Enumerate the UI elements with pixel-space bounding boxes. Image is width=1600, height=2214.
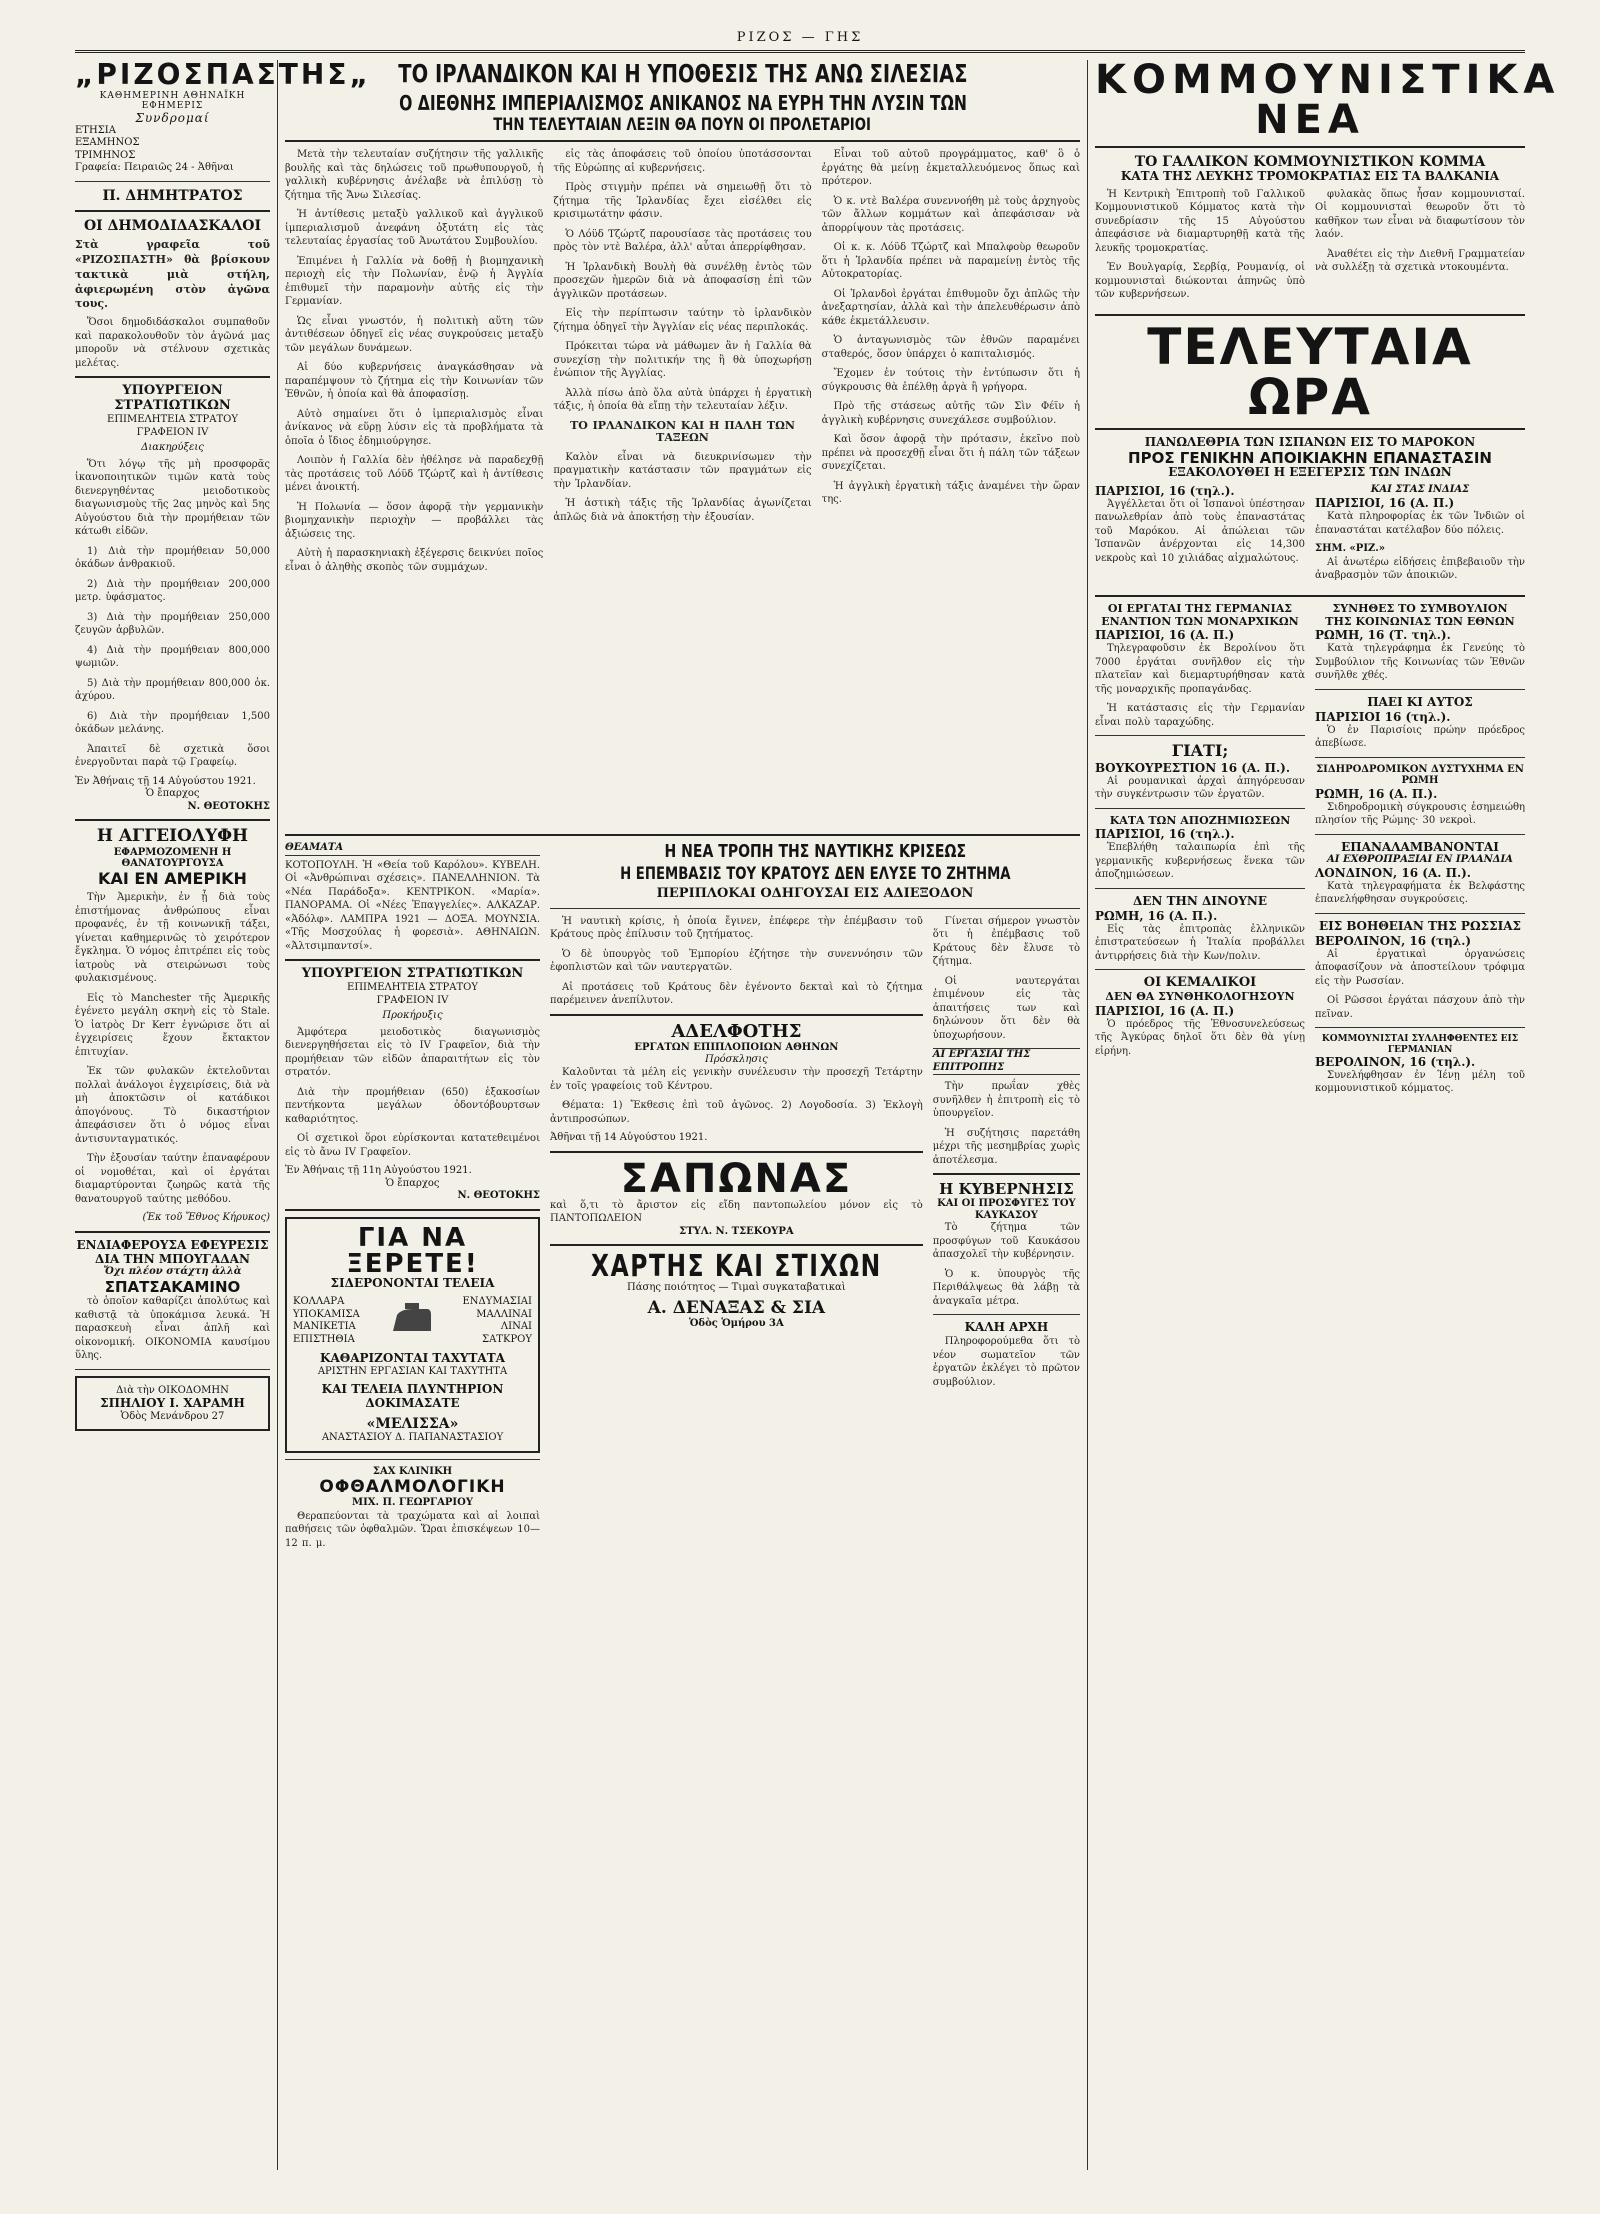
soap-title: ΣΑΠΩΝΑΣ <box>620 1155 853 1202</box>
army1-item: 1) Διὰ τὴν προμήθειαν 50,000 ὀκάδων ἀνθρακιοῦ. <box>75 545 270 571</box>
masthead-subtitle: ΚΑΘΗΜΕΡΙΝΗ ΑΘΗΝΑΪΚΗ ΕΦΗΜΕΡΙΣ <box>99 90 246 111</box>
last-hour-banner: ΤΕΛΕΥΤΑΙΑ ΩΡΑ <box>1147 317 1473 426</box>
ad-know-line3: ΔΟΚΙΜΑΣΑΤΕ <box>365 1395 460 1410</box>
masthead-title: „ΡΙΖΟΣΠΑΣΤΗΣ„ <box>75 58 371 91</box>
army1-sign-role: Ὁ ἔπαρχος <box>145 788 200 800</box>
subs-item: ΕΤΗΣΙΑ <box>75 124 116 136</box>
ad-know-left: ΕΠΙΣΤΗΘΙΑ <box>293 1333 355 1345</box>
ad1-sub: Ὄχι πλέον στάχτη ἀλλὰ <box>103 1266 242 1278</box>
theatre-text: ΚΟΤΟΠΟΥΛΗ. Ἡ «Θεία τοῦ Καρόλου». ΚΥΒΕΛΗ. Οἱ «Ἀνθρώπιναι σχέσεις». ΠΑΝΕΛΛΗΝΙΟΝ. Τὰ «Νέα Παράδοξα». ΚΕΝΤΡΙΚΟΝ. «Μαρία». ΠΑΝΟΡΑΜΑ. Οἱ «Νέες Ἐπαγγελίες». ΑΛΚΑΖΑΡ. «Ἀδόλφ». ΛΑΜΠΡΑ 1921 — ΔΟΞΑ. ΜΟΥΝΣΙΑ. «Τῆς Μοσχούλας ἡ φορεσιὰ». ΑΘΗΝΑΙΩΝ. «Ἀλτσιμπαντσί». <box>285 859 540 952</box>
soap-owner: ΣΤΥΛ. Ν. ΤΣΕΚΟΥΡΑ <box>679 1225 794 1237</box>
paper-title: ΧΑΡΤΗΣ ΚΑΙ ΣΤΙΧΩΝ <box>591 1249 882 1285</box>
army1-item: 5) Διὰ τὴν προμήθειαν 800,000 ὀκ. ἀχύρου. <box>75 677 270 703</box>
ad-know-line2: ΚΑΙ ΤΕΛΕΙΑ ΠΛΥΝΤΗΡΙΟΝ <box>321 1381 504 1396</box>
clinic-head: ΣΑΧ ΚΛΙΝΙΚΗ <box>372 1465 453 1477</box>
why-head: ΓΙΑΤΙ; <box>1171 741 1229 761</box>
dontunite-head: ΔΕΝ ΤΗΝ ΔΙΝΟΥΝΕ <box>1132 893 1268 908</box>
morocco-sub2: ΕΞΑΚΟΛΟΥΘΕΙ Η ΕΞΕΓΕΡΣΙΣ ΤΩΝ ΙΝΔΩΝ <box>1168 465 1452 480</box>
running-header <box>75 30 1525 53</box>
dateline: ΠΑΡΙΣΙΟΙ, 16 (Α. Π.) <box>1095 628 1235 643</box>
usa-title: Η ΑΓΓΕΙΟΛΥΦΗ <box>96 826 249 847</box>
clinic-doctor: ΜΙΧ. Π. ΓΕΩΡΓΑΡΙΟΥ <box>352 1497 473 1509</box>
masthead-secretary: Π. ΔΗΜΗΤΡΑΤΟΣ <box>102 187 243 204</box>
running-title: ΡΙΖΟΣ — ΓΗΣ <box>736 30 864 45</box>
teachers-title: ΟΙ ΔΗΜΟΔΙΔΑΣΚΑΛΟΙ <box>83 217 262 234</box>
kemal-sub: ΔΕΝ ΘΑ ΣΥΝΘΗΚΟΛΟΓΗΣΟΥΝ <box>1105 990 1295 1004</box>
ex-head: ΠΑΕΙ ΚΙ ΑΥΤΟΣ <box>1367 694 1473 709</box>
main-sub2: ΤΗΝ ΤΕΛΕΥΤΑΙΑΝ ΛΕΞΙΝ ΘΑ ΠΟΥΝ ΟΙ ΠΡΟΛΕΤΑΡΙΟΙ <box>493 114 872 135</box>
naval-sub: Η ΕΠΕΜΒΑΣΙΣ ΤΟΥ ΚΡΑΤΟΥΣ ΔΕΝ ΕΛΥΣΕ ΤΟ ΖΗΤΗΜΑ <box>619 863 1011 884</box>
column-rule <box>1087 60 1088 2170</box>
famine-head: ΚΟΜΜΟΥΝΙΣΤΑΙ ΣΥΛΛΗΦΘΕΝΤΕΣ ΕΙΣ ΓΕΡΜΑΝΙΑΝ <box>1321 1034 1519 1055</box>
army2-sub: ΕΠΙΜΕΛΗΤΕΙΑ ΣΤΡΑΤΟΥ <box>347 982 478 994</box>
ad-know-box: ΓΙΑ ΝΑ ΞΕΡΕΤΕ! ΣΙΔΕΡΟΝΟΝΤΑΙ ΤΕΛΕΙΑ ΚΟΛΛΑΡΑ ΥΠΟΚΑΜΙΣΑ ΜΑΝΙΚΕΤΙΑ ΕΠΙΣΤΗΘΙΑ ΕΝΔΥΜΑΣΙΑΙ ΜΑΛΛΙΝΑΙ ΛΙΝΑΙ ΣΑΤΚΡΟΥ ΚΑΘΑΡΙΖΟΝΤΑΙ ΤΑΧΥΤΑΤΑ ΑΡΙΣΤΗΝ ΕΡΓΑΣΙΑΝ ΚΑΙ ΤΑΧΥΤΗΤΑ ΚΑΙ ΤΕΛΕΙΑ ΠΛΥΝΤΗΡΙΟΝ ΔΟΚΙΜΑΣΑΤΕ «ΜΕΛΙΣΣΑ» ΑΝΑΣΤΑΣΙΟΥ Δ. ΠΑΠΑΝΑΣΤΑΣΙΟΥ <box>285 1217 540 1453</box>
army1-office: ΓΡΑΦΕΙΟΝ IV <box>136 426 209 438</box>
army2-sign: Ν. ΘΕΟΤΟΚΗΣ <box>457 1190 540 1202</box>
morocco-head: ΠΑΝΩΛΕΘΡΙΑ ΤΩΝ ΙΣΠΑΝΩΝ ΕΙΣ ΤΟ ΜΑΡΟΚΟΝ <box>1144 434 1476 449</box>
ad-know-right: ΜΑΛΛΙΝΑΙ <box>476 1308 532 1320</box>
dateline: ΡΩΜΗ, 16 (Τ. τηλ.). <box>1315 628 1451 643</box>
army2-sign-role: Ὁ ἔπαρχος <box>385 1177 440 1189</box>
clinic-title: ΟΦΘΑΛΜΟΛΟΓΙΚΗ <box>319 1477 506 1498</box>
naval-title: Η ΝΕΑ ΤΡΟΠΗ ΤΗΣ ΝΑΥΤΙΚΗΣ ΚΡΙΣΕΩΣ <box>664 841 966 863</box>
ad-know-right: ΛΙΝΑΙ <box>500 1321 532 1333</box>
main-sub1: Ο ΔΙΕΘΝΗΣ ΙΜΠΕΡΙΑΛΙΣΜΟΣ ΑΝΙΚΑΝΟΣ ΝΑ ΕΥΡΗ ΤΗΝ ΛΥΣΙΝ ΤΩΝ <box>398 90 967 115</box>
strikes-head: ΚΑΤΑ ΤΩΝ ΑΠΟΖΗΜΙΩΣΕΩΝ <box>1109 813 1291 827</box>
morocco-sub: ΠΡΟΣ ΓΕΝΙΚΗΝ ΑΠΟΙΚΙΑΚΗΝ ΕΠΑΝΑΣΤΑΣΙΝ <box>1128 448 1492 467</box>
subs-item: ΤΡΙΜΗΝΟΣ <box>75 149 136 161</box>
army1-item: 2) Διὰ τὴν προμήθειαν 200,000 μετρ. ὑφάσματος. <box>75 578 270 604</box>
army2-date: Ἐν Ἀθήναις τῇ 11η Αὐγούστου 1921. <box>285 1165 472 1177</box>
dateline: ΒΕΡΟΛΙΝΟΝ, 16 (τηλ.). <box>1315 1054 1476 1069</box>
army1-title: ΥΠΟΥΡΓΕΙΟΝ ΣΤΡΑΤΙΩΤΙΚΩΝ <box>114 383 231 414</box>
ad-know-left: ΥΠΟΚΑΜΙΣΑ <box>293 1308 360 1320</box>
renew-head: ΕΠΑΝΑΛΑΜΒΑΝΟΝΤΑΙ <box>1341 839 1499 854</box>
column-rule <box>277 60 278 2170</box>
naval-sub2: ΠΕΡΙΠΛΟΚΑΙ ΟΔΗΓΟΥΣΑΙ ΕΙΣ ΑΔΙΕΞΟΔΟΝ <box>656 885 974 901</box>
dateline: ΠΑΡΙΣΙΟΙ, 16 (τηλ.). <box>1095 827 1235 842</box>
dateline: ΠΑΡΙΣΙΟΙ, 16 (τηλ.). <box>1095 483 1235 498</box>
note: ΣΗΜ. «ΡΙΖ.» <box>1315 543 1386 555</box>
kemal-head: ΟΙ ΚΕΜΑΛΙΚΟΙ <box>1143 975 1257 991</box>
ad-know-left: ΜΑΝΙΚΕΤΙΑ <box>293 1321 356 1333</box>
ad1-product: ΣΠΑΤΣΑΚΑΜΙΝΟ <box>104 1277 241 1296</box>
ad-know-line1: ΚΑΘΑΡΙΖΟΝΤΑΙ ΤΑΧΥΤΑΤΑ <box>320 1351 505 1366</box>
party-head: ΤΟ ΓΑΛΛΙΚΟΝ ΚΟΜΜΟΥΝΙΣΤΙΚΟΝ ΚΟΜΜΑ <box>1134 154 1486 170</box>
dateline: ΒΟΥΚΟΥΡΕΣΤΙΟΝ 16 (Α. Π.). <box>1095 760 1290 775</box>
paper-firm: Α. ΔΕΝΑΞΑΣ & ΣΙΑ <box>647 1297 826 1318</box>
ad-know-right: ΕΝΔΥΜΑΣΙΑΙ <box>462 1296 532 1308</box>
dateline: ΡΩΜΗ, 16 (Α. Π.). <box>1315 786 1438 801</box>
soap-text: καὶ ὅ,τι τὸ ἄριστον εἰς εἴδη παντοπωλείου μόνον εἰς τὸ ΠΑΝΤΟΠΩΛΕΙΟΝ <box>550 1199 923 1225</box>
brother-title: ΑΔΕΛΦΟΤΗΣ <box>671 1020 802 1042</box>
dateline: ΠΑΡΙΣΙΟΙ, 16 (Α. Π.) <box>1095 1003 1235 1018</box>
army1-item: 3) Διὰ τὴν προμήθειαν 250,000 ζευγῶν ἀρβυλῶν. <box>75 611 270 637</box>
army2-office: ΓΡΑΦΕΙΟΝ IV <box>376 994 449 1006</box>
army1-item: 4) Διὰ τὴν προμήθειαν 800,000 ψωμιῶν. <box>75 644 270 670</box>
ad-know-owner: ΑΝΑΣΤΑΣΙΟΥ Δ. ΠΑΠΑΝΑΣΤΑΣΙΟΥ <box>321 1432 504 1444</box>
teachers-text: Στὰ γραφεῖα τοῦ «ΡΙΖΟΣΠΑΣΤΗ» θὰ βρίσκουν τακτικὰ μιὰ στήλη, ἀφιερωμένη στὸν ἀγῶνα τους. <box>75 237 270 311</box>
ad-know-title: ΓΙΑ ΝΑ ΞΕΡΕΤΕ! <box>346 1222 479 1279</box>
dateline: ΠΑΡΙΣΙΟΙ, 16 (Α. Π.) <box>1315 496 1455 511</box>
paper-addr: Ὁδὸς Ὁμήρου 3Α <box>689 1318 784 1330</box>
ad-know-left: ΚΟΛΛΑΡΑ <box>293 1296 345 1308</box>
renew-sub: ΑΙ ΕΧΘΡΟΠΡΑΞΙΑΙ ΕΝ ΙΡΛΑΝΔΙΑ <box>1327 854 1513 866</box>
league-head: ΣΥΝΗΘΕΣ ΤΟ ΣΥΜΒΟΥΛΙΟΝ <box>1332 601 1508 615</box>
theatre-head: ΘΕΑΜΑΤΑ <box>285 842 540 856</box>
army1-item: 6) Διὰ τὴν προμήθειαν 1,500 ὀκάδων μελάνης. <box>75 710 270 736</box>
ad2-name: ΣΠΗΛΙΟΥ Ι. ΧΑΡΑΜΗ <box>100 1395 245 1410</box>
league-sub: ΤΗΣ ΚΟΙΝΩΝΙΑΣ ΤΩΝ ΕΘΝΩΝ <box>1325 614 1515 628</box>
workers-head: ΟΙ ΕΡΓΑΤΑΙ ΤΗΣ ΓΕΡΜΑΝΙΑΣ ΕΝΑΝΤΙΟΝ ΤΩΝ ΜΟΝΑΡΧΙΚΩΝ <box>1101 601 1299 628</box>
usa-sub2: ΚΑΙ ΕΝ ΑΜΕΡΙΚΗ <box>98 868 247 888</box>
army1-body: Ὅτι λόγῳ τῆς μὴ προσφορᾶς ἱκανοποιητικῶν τιμῶν κατὰ τοὺς διενεργηθέντας μειοδοτικοὺς διαγωνισμοὺς τῆς 2ας μηνὸς καὶ 5ης Αὐγούστου διὰ τὴν προμήθειαν τῶν κάτωθι εἰδῶν. 1) Διὰ τὴν προμήθειαν 50,000 ὀκάδων ἀνθρακιοῦ. 2) Διὰ τὴν προμήθειαν 200,000 μετρ. ὑφάσματος. 3) Διὰ τὴν προμήθειαν 250,000 ζευγῶν ἀρβυλῶν. 4) Διὰ τὴν προμήθειαν 800,000 ψωμιῶν. 5) Διὰ τὴν προμήθειαν 800,000 ὀκ. ἀχύρου. 6) Διὰ τὴν προμήθειαν 1,500 ὀκάδων μελάνης. Ἀπαιτεῖ δὲ σχετικὰ ὅσοι ἐνεργοῦνται παρὰ τῷ Γραφείῳ. <box>75 458 270 769</box>
dateline: ΛΟΝΔΙΝΟΝ, 16 (Α. Π.). <box>1315 865 1471 880</box>
ad-know-right: ΣΑΤΚΡΟΥ <box>482 1333 532 1345</box>
masthead-address: Γραφεία: Πειραιῶς 24 - Ἀθῆναι <box>75 162 234 174</box>
ad-know-sub: ΣΙΔΕΡΟΝΟΝΤΑΙ ΤΕΛΕΙΑ <box>330 1275 495 1290</box>
iron-icon <box>387 1297 435 1345</box>
main-title: ΤΟ ΙΡΛΑΝΔΙΚΟΝ ΚΑΙ Η ΥΠΟΘΕΣΙΣ ΤΗΣ ΑΝΩ ΣΙΛΕΣΙΑΣ <box>397 59 968 88</box>
rome-strike-head: ΣΙΔΗΡΟΔΡΟΜΙΚΟΝ ΔΥΣΤΥΧΗΜΑ ΕΝ ΡΩΜΗ <box>1316 763 1524 787</box>
dateline: ΠΑΡΙΣΙΟΙ 16 (τηλ.). <box>1315 709 1451 724</box>
dateline: ΒΕΡΟΛΙΝΟΝ, 16 (τηλ.) <box>1315 933 1472 948</box>
india-head: ΚΑΙ ΣΤΑΣ ΙΝΔΙΑΣ <box>1370 483 1470 495</box>
army1-sign: Ν. ΘΕΟΤΟΚΗΣ <box>187 800 270 812</box>
right-column: ΚΟΜΜΟΥΝΙΣΤΙΚΑ ΝΕΑ ΤΟ ΓΑΛΛΙΚΟΝ ΚΟΜΜΟΥΝΙΣΤΙΚΟΝ ΚΟΜΜΑ ΚΑΤΑ ΤΗΣ ΛΕΥΚΗΣ ΤΡΟΜΟΚΡΑΤΙΑΣ ΕΙΣ ΤΑ ΒΑΛΚΑΝΙΑ Ἡ Κεντρικὴ Ἐπιτροπὴ τοῦ Γαλλικοῦ Κομμουνιστικοῦ Κόμματος κατὰ τὴν συνεδρίασιν τῆς 15 Αὐγούστου ἀπεφάσισε νὰ διαμαρτυρηθῇ κατὰ τῆς λευκῆς τρομοκρατίας. Ἐν Βουλγαρίᾳ, Σερβίᾳ, Ρουμανίᾳ, οἱ κομμουνισταὶ διώκονται ἀπηνῶς ὑπὸ τῶν κυβερνήσεων. φυλακὰς ὅπως ἦσαν κομμουνισταί. Οἱ κομμουνισταὶ θεωροῦν ὅτι τὸ καθῆκον των εἶναι νὰ διαφωτίσουν τὸν λαόν. Ἀναθέτει εἰς τὴν Διεθνῆ Γραμματείαν νὰ συλλέξῃ τὰ σχετικὰ ντοκουμέντα. ΤΕΛΕΥΤΑΙΑ ΩΡΑ ΠΑΝΩΛΕΘΡΙΑ ΤΩΝ ΙΣΠΑΝΩΝ ΕΙΣ ΤΟ ΜΑΡΟΚΟΝ ΠΡΟΣ ΓΕΝΙΚΗΝ ΑΠΟΙΚΙΑΚΗΝ ΕΠΑΝΑΣΤΑΣΙΝ ΕΞΑΚΟΛΟΥΘΕΙ Η ΕΞΕΓΕΡΣΙΣ ΤΩΝ ΙΝΔΩΝ ΠΑΡΙΣΙΟΙ, 16 (τηλ.). Ἀγγέλλεται ὅτι οἱ Ἰσπανοὶ ὑπέστησαν πανωλεθρίαν ἀπὸ τοὺς ἐπαναστάτας τοῦ Μαρόκου. Αἱ ἀπώλειαι τῶν Ἰσπανῶν ἀνέρχονται εἰς 14,300 νεκροὺς καὶ 10 χιλιάδας αἰχμαλώτους. ΚΑΙ ΣΤΑΣ ΙΝΔΙΑΣ ΠΑΡΙΣΙΟΙ, 16 (Α. Π.) Κατὰ πληροφορίας ἐκ τῶν Ἰνδιῶν οἱ ἐπαναστάται κατέλαβον δύο πόλεις. ΣΗΜ. «ΡΙΖ.» Αἱ ἀνωτέρω εἰδήσεις ἐπιβεβαιοῦν τὴν ἀναβρασμὸν τῶν ἀποικιῶν. ΟΙ ΕΡΓΑΤΑΙ ΤΗΣ ΓΕΡΜΑΝΙΑΣ ΕΝΑΝΤΙΟΝ ΤΩΝ ΜΟΝΑΡΧΙΚΩΝ ΠΑΡΙΣΙΟΙ, 16 (Α. Π.) Τηλεγραφοῦσιν ἐκ Βερολίνου ὅτι 7000 ἐργάται συνῆλθον εἰς τὴν πλατεῖαν καὶ διεμαρτυρήθησαν κατὰ τῆς μοναρχικῆς προπαγάνδας. Ἡ κατάστασις εἰς τὴν Γερμανίαν εἶναι πολὺ ταραχώδης. ΓΙΑΤΙ; ΒΟΥΚΟΥΡΕΣΤΙΟΝ 16 (Α. Π.). Αἱ ρουμανικαὶ ἀρχαὶ ἀπηγόρευσαν τὴν συγκέντρωσιν τῶν ἐργατῶν. ΚΑΤΑ ΤΩΝ ΑΠΟΖΗΜΙΩΣΕΩΝ ΠΑΡΙΣΙΟΙ, 16 (τηλ.). Ἐπεβλήθη ταλαιπωρία ἐπὶ τῆς γερμανικῆς κυβερνήσεως ἕνεκα τῶν ἀποζημιώσεων. ΔΕΝ ΤΗΝ ΔΙΝΟΥΝΕ ΡΩΜΗ, 16 (Α. Π.). Εἰς τὰς ἐπιτροπὰς ἑλληνικῶν ἐπιστρατεύσεων ἡ Ἰταλία προβάλλει ἀντιρρήσεις διὰ τὴν Κων/πολιν. ΟΙ ΚΕΜΑΛΙΚΟΙ ΔΕΝ ΘΑ ΣΥΝΘΗΚΟΛΟΓΗΣΟΥΝ ΠΑΡΙΣΙΟΙ, 16 (Α. Π.) Ὁ πρόεδρος τῆς Ἐθνοσυνελεύσεως τῆς Ἀγκύρας δηλοῖ ὅτι δὲν θὰ γίνῃ εἰρήνη. ΣΥΝΗΘΕΣ ΤΟ ΣΥΜΒΟΥΛΙΟΝ ΤΗΣ ΚΟΙΝΩΝΙΑΣ ΤΩΝ ΕΘΝΩΝ ΡΩΜΗ, 16 (Τ. τηλ.). Κατὰ τηλεγράφημα ἐκ Γενεύης τὸ Συμβούλιον τῆς Κοινωνίας τῶν Ἐθνῶν συνῆλθε χθές. ΠΑΕΙ ΚΙ ΑΥΤΟΣ ΠΑΡΙΣΙΟΙ 16 (τηλ.). Ὁ ἐν Παρισίοις πρώην πρόεδρος ἀπεβίωσε. ΣΙΔΗΡΟΔΡΟΜΙΚΟΝ ΔΥΣΤΥΧΗΜΑ ΕΝ ΡΩΜΗ ΡΩΜΗ, 16 (Α. Π.). Σιδηροδρομικὴ σύγκρουσις ἐσημειώθη πλησίον τῆς Ρώμης· 30 νεκροὶ. ΕΠΑΝΑΛΑΜΒΑΝΟΝΤΑΙ ΑΙ ΕΧΘΡΟΠΡΑΞΙΑΙ ΕΝ ΙΡΛΑΝΔΙΑ ΛΟΝΔΙΝΟΝ, 16 (Α. Π.). Κατὰ τηλεγραφήματα ἐκ Βελφάστης ἐπανελήφθησαν συγκρούσεις. ΕΙΣ ΒΟΗΘΕΙΑΝ ΤΗΣ ΡΩΣΣΙΑΣ ΒΕΡΟΛΙΝΟΝ, 16 (τηλ.) Αἱ ἐργατικαὶ ὀργανώσεις ἀποφασίζουν νὰ ἀποστείλουν τρόφιμα εἰς τὴν Ρωσσίαν. Οἱ Ρῶσσοι ἐργάται πάσχουν ἀπὸ τὴν πεῖναν. ΚΟΜΜΟΥΝΙΣΤΑΙ ΣΥΛΛΗΦΘΕΝΤΕΣ ΕΙΣ ΓΕΡΜΑΝΙΑΝ ΒΕΡΟΛΙΝΟΝ, 16 (τηλ.). Συνελήφθησαν ἐν Ἱένῃ μέλη τοῦ κομμουνιστικοῦ κόμματος. <box>1095 57 1561 1095</box>
brother-date: Ἀθῆναι τῇ 14 Αὐγούστου 1921. <box>550 1132 708 1144</box>
subs-head: Συνδρομαί <box>135 110 210 125</box>
communist-news-title: ΚΟΜΜΟΥΝΙΣΤΙΚΑ ΝΕΑ <box>1095 57 1561 143</box>
committee-head: ΑΙ ΕΡΓΑΣΙΑΙ ΤΗΣ ΕΠΙΤΡΟΠΗΣ <box>933 1048 1080 1075</box>
army1-kind: Διακηρύξεις <box>141 442 204 454</box>
brother-sub: ΕΡΓΑΤΩΝ ΕΠΙΠΛΟΠΟΙΩΝ ΑΘΗΝΩΝ <box>634 1042 839 1054</box>
subs-list <box>75 125 270 163</box>
left-column: „ΡΙΖΟΣΠΑΣΤΗΣ„ ΚΑΘΗΜΕΡΙΝΗ ΑΘΗΝΑΪΚΗ ΕΦΗΜΕΡΙΣ Συνδρομαί ΕΤΗΣΙΑ ΕΞΑΜΗΝΟΣ ΤΡΙΜΗΝΟΣ Γραφεία: Πειραιῶς 24 - Ἀθῆναι Π. ΔΗΜΗΤΡΑΤΟΣ ΟΙ ΔΗΜΟΔΙΔΑΣΚΑΛΟΙ Στὰ γραφεῖα τοῦ «ΡΙΖΟΣΠΑΣΤΗ» θὰ βρίσκουν τακτικὰ μιὰ στήλη, ἀφιερωμένη στὸν ἀγῶνα τους. Ὅσοι δημοδιδάσκαλοι συμπαθοῦν καὶ παρακολουθοῦν τὸν ἀγῶνά μας μποροῦν νὰ στέλνουν σχετικὰς μελέτας. ΥΠΟΥΡΓΕΙΟΝ ΣΤΡΑΤΙΩΤΙΚΩΝ ΕΠΙΜΕΛΗΤΕΙΑ ΣΤΡΑΤΟΥ ΓΡΑΦΕΙΟΝ IV Διακηρύξεις Ὅτι λόγῳ τῆς μὴ προσφορᾶς ἱκανοποιητικῶν τιμῶν κατὰ τοὺς διενεργηθέντας μειοδοτικοὺς διαγωνισμοὺς τῆς 2ας μηνὸς καὶ 5ης Αὐγούστου διὰ τὴν προμήθειαν τῶν κάτωθι εἰδῶν. 1) Διὰ τὴν προμήθειαν 50,000 ὀκάδων ἀνθρακιοῦ. 2) Διὰ τὴν προμήθειαν 200,000 μετρ. ὑφάσματος. 3) Διὰ τὴν προμήθειαν 250,000 ζευγῶν ἀρβυλῶν. 4) Διὰ τὴν προμήθειαν 800,000 ψωμιῶν. 5) Διὰ τὴν προμήθειαν 800,000 ὀκ. ἀχύρου. 6) Διὰ τὴν προμήθειαν 1,500 ὀκάδων μελάνης. Ἀπαιτεῖ δὲ σχετικὰ ὅσοι ἐνεργοῦνται παρὰ τῷ Γραφείῳ. Ἐν Ἀθήναις τῇ 14 Αὐγούστου 1921. Ὁ ἔπαρχος Ν. ΘΕΟΤΟΚΗΣ Η ΑΓΓΕΙΟΛΥΦΗ ΕΦΑΡΜΟΖΟΜΕΝΗ Η ΘΑΝΑΤΟΥΡΓΟΥΣΑ ΚΑΙ ΕΝ ΑΜΕΡΙΚΗ Τὴν Ἀμερικὴν, ἐν ᾗ διὰ τοὺς ἐπιστήμονας ἀνθρώπους εἶναι προφανές, ἐν τῇ κοινωνικῇ τάξει, γίνεται καθημερινῶς τὸ χειρότερον ἔγκλημα. Ὁ νόμος ἐπιτρέπει εἰς τοὺς ἰατροὺς νὰ στειρώνωσι τοὺς φυλακισμένους. Εἰς τὸ Manchester τῆς Ἀμερικῆς ἐγένετο μεγάλη σκηνὴ εἰς τὸ Stale. Ὁ ἰατρὸς Dr Kerr ἐγνώρισε ὅτι αἱ ἐγχειρίσεις ἔχουν ἔκτακτον ἐπιτυχίαν. Ἐκ τῶν φυλακῶν ἐκτελοῦνται πολλαὶ ἀνάλογοι ἐγχειρίσεις, διὰ νὰ μὴ ἀποκτῶσιν οἱ κατάδικοι ἀπογόνους. Τὸ δικαστήριον ἀπεφάσισεν ὅτι ὁ νόμος εἶναι ἀντισυνταγματικός. Τὴν ἐξουσίαν ταύτην ἐπαναφέρουν οἱ νομοθέται, καὶ οἱ ἐργάται διαμαρτύρονται ζωηρῶς κατὰ τῆς θανατουργοῦ ταύτης μεθόδου. (Ἐκ τοῦ Ἔθνος Κήρυκος) ΕΝΔΙΑΦΕΡΟΥΣΑ ΕΦΕΥΡΕΣΙΣ ΔΙΑ ΤΗΝ ΜΠΟΥΓΑΔΑΝ Ὄχι πλέον στάχτη ἀλλὰ ΣΠΑΤΣΑΚΑΜΙΝΟ τὸ ὁποῖον καθαρίζει ἀπολύτως καὶ καθιστᾷ τὰ ὑποκάμισα λευκά. Ἡ παρασκευὴ εἶναι ἁπλῆ καὶ οἰκονομική. ΟΙΚΟΝΟΜΙΑ καυσίμου ὕλης. Διὰ τὴν ΟΙΚΟΔΟΜΗΝ ΣΠΗΛΙΟΥ Ι. ΧΑΡΑΜΗ Ὁδὸς Μενάνδρου 27 <box>75 60 270 2170</box>
ad-know-shop: «ΜΕΛΙΣΣΑ» <box>366 1416 459 1433</box>
good-start: ΚΑΛΗ ΑΡΧΗ <box>964 1320 1049 1335</box>
army2-kind: Προκήρυξις <box>382 1010 443 1022</box>
inner-head: ΤΟ ΙΡΛΑΝΔΙΚΟΝ ΚΑΙ Η ΠΑΛΗ ΤΩΝ ΤΑΞΕΩΝ <box>570 418 795 445</box>
ad2-box: Διὰ τὴν ΟΙΚΟΔΟΜΗΝ ΣΠΗΛΙΟΥ Ι. ΧΑΡΑΜΗ Ὁδὸς Μενάνδρου 27 <box>75 1376 270 1431</box>
army1-date: Ἐν Ἀθήναις τῇ 14 Αὐγούστου 1921. <box>75 775 256 787</box>
ad1-title: ΕΝΔΙΑΦΕΡΟΥΣΑ ΕΦΕΥΡΕΣΙΣ ΔΙΑ ΤΗΝ ΜΠΟΥΓΑΔΑΝ <box>76 1237 269 1266</box>
middle-column: ΤΟ ΙΡΛΑΝΔΙΚΟΝ ΚΑΙ Η ΥΠΟΘΕΣΙΣ ΤΗΣ ΑΝΩ ΣΙΛΕΣΙΑΣ Ο ΔΙΕΘΝΗΣ ΙΜΠΕΡΙΑΛΙΣΜΟΣ ΑΝΙΚΑΝΟΣ ΝΑ ΕΥΡΗ ΤΗΝ ΛΥΣΙΝ ΤΩΝ ΤΗΝ ΤΕΛΕΥΤΑΙΑΝ ΛΕΞΙΝ ΘΑ ΠΟΥΝ ΟΙ ΠΡΟΛΕΤΑΡΙΟΙ Μετὰ τὴν τελευταίαν συζήτησιν τῆς γαλλικῆς βουλῆς καὶ τὰς δηλώσεις τοῦ πρωθυπουργοῦ, ἡ γαλλικὴ κυβέρνησις ἀνέλαβε νὰ ἐπιλύσῃ τὸ ζήτημα τῆς Ἄνω Σιλεσίας. Ἡ ἀντίθεσις μεταξὺ γαλλικοῦ καὶ ἀγγλικοῦ ἰμπεριαλισμοῦ ἀνεφάνη ὀξυτάτη εἰς τὰς τελευταίας ἐργασίας τοῦ Ἀνωτάτου Συμβουλίου. Ἐπιμένει ἡ Γαλλία νὰ δοθῇ ἡ βιομηχανικὴ περιοχὴ εἰς τὴν Πολωνίαν, ἐνῷ ἡ Ἀγγλία ἐπιθυμεῖ τὴν παραμονὴν αὐτῆς εἰς τὴν Γερμανίαν. Ὡς εἶναι γνωστόν, ἡ πολιτικὴ αὕτη τῶν ἀντιθέσεων ὁδηγεῖ εἰς νέας συγκρούσεις μεταξὺ τῶν μεγάλων δυνάμεων. Αἱ δύο κυβερνήσεις ἀναγκάσθησαν νὰ παραπέμψουν τὸ ζήτημα εἰς τὴν Κοινωνίαν τῶν Ἐθνῶν, ἡ ὁποία καὶ θὰ ἀποφασίσῃ. Αὐτὸ σημαίνει ὅτι ὁ ἰμπεριαλισμὸς εἶναι ἀνίκανος νὰ εὕρῃ λύσιν εἰς τὰ προβλήματα τὰ ὁποῖα ὁ ἴδιος ἐδημιούργησε. Λοιπὸν ἡ Γαλλία δὲν ἠθέλησε νὰ παραδεχθῇ τὰς προτάσεις τοῦ Λόϋδ Τζώρτζ καὶ ἡ ἀντίθεσις μένει ἀνοικτή. Ἡ Πολωνία — ὅσον ἀφορᾷ τὴν γερμανικὴν βιομηχανικὴν περιοχὴν — προβάλλει τὰς ἀξιώσεις της. Αὐτὴ ἡ παρασκηνιακὴ ἐξέγερσις δεικνύει ποῖος εἶναι ὁ ἀληθὴς σκοπὸς τῶν συμμάχων. εἰς τὰς ἀποφάσεις τοῦ ὁποίου ὑποτάσσονται τῆς Εὐρώπης αἱ κυβερνήσεις. Πρὸς στιγμὴν πρέπει νὰ σημειωθῇ ὅτι τὸ ζήτημα τῆς Ἰρλανδίας ἔχει εἰσέλθει εἰς κρισιμωτάτην φάσιν. Ὁ Λόϋδ Τζώρτζ παρουσίασε τὰς προτάσεις του πρὸς τὸν ντὲ Βαλέρα, ἀλλ' αὗται ἀπερρίφθησαν. Ἡ Ἰρλανδικὴ Βουλὴ θὰ συνέλθῃ ἐντὸς τῶν προσεχῶν ἡμερῶν διὰ νὰ ἀποφασίσῃ ἐπὶ τῶν ἀγγλικῶν προτάσεων. Εἰς τὴν περίπτωσιν ταύτην τὸ ἰρλανδικὸν ζήτημα ὁδηγεῖ τὴν Ἀγγλίαν εἰς νέας περιπλοκάς. Πρόκειται τώρα νὰ μάθωμεν ἂν ἡ Γαλλία θὰ συνεχίσῃ τὴν πολιτικήν της ἢ θὰ ὑποχωρήσῃ ἐνώπιον τῆς Ἀγγλίας. Ἀλλὰ πίσω ἀπὸ ὅλα αὐτὰ ὑπάρχει ἡ ἐργατικὴ τάξις, ἡ ὁποία θὰ εἴπῃ τὴν τελευταίαν λέξιν. ΤΟ ΙΡΛΑΝΔΙΚΟΝ ΚΑΙ Η ΠΑΛΗ ΤΩΝ ΤΑΞΕΩΝ Καλὸν εἶναι νὰ διευκρινίσωμεν τὴν πραγματικὴν κατάστασιν τῶν πραγμάτων εἰς τὴν Ἰρλανδίαν. Ἡ ἀστικὴ τάξις τῆς Ἰρλανδίας ἀγωνίζεται ἁπλῶς διὰ νὰ ἀποκτήσῃ τὴν ἐξουσίαν. Εἶναι τοῦ αὐτοῦ προγράμματος, καθ' ὃ ὁ ἐργάτης θὰ μείνῃ ἐκμεταλλευόμενος ὅπως καὶ πρότερον. Ὁ κ. ντὲ Βαλέρα συνεννοήθη μὲ τοὺς ἀρχηγοὺς τῶν ἄλλων κομμάτων καὶ ἀπεφάσισαν νὰ ἀπορρίψουν τὰς προτάσεις. Οἱ κ. κ. Λόϋδ Τζώρτζ καὶ Μπαλφοὺρ θεωροῦν ὅτι ἡ Ἰρλανδία πρέπει νὰ παραμείνῃ ἐντὸς τῆς Αὐτοκρατορίας. Οἱ Ἰρλανδοὶ ἐργάται ἐπιθυμοῦν ὄχι ἁπλῶς τὴν ἀνεξαρτησίαν, ἀλλὰ καὶ τὴν ἀπελευθέρωσιν ἀπὸ κάθε ἐκμετάλλευσιν. Ὁ ἀνταγωνισμὸς τῶν ἐθνῶν παραμένει σταθερός, ὅσον ὑπάρχει ὁ καπιταλισμός. Ἔχομεν ἐν τούτοις τὴν ἐντύπωσιν ὅτι ἡ σύγκρουσις θὰ ἐπέλθῃ ἀργὰ ἢ γρήγορα. Πρὸ τῆς στάσεως αὐτῆς τῶν Σὶν Φέϊν ἡ ἀγγλικὴ κυβέρνησις συνεχάλεσε συμβούλιον. Καὶ ὅσον ἀφορᾷ τὴν πρότασιν, ἐκεῖνο ποὺ πρέπει νὰ προσεχθῇ εἶναι ὅτι ἡ πάλη τῶν τάξεων συνεχίζεται. Ἡ ἀγγλικὴ ἐργατικὴ τάξις ἀναμένει τὴν ὥραν της. ΘΕΑΜΑΤΑ ΚΟΤΟΠΟΥΛΗ. Ἡ «Θεία τοῦ Καρόλου». ΚΥΒΕΛΗ. Οἱ «Ἀνθρώπιναι σχέσεις». ΠΑΝΕΛΛΗΝΙΟΝ. Τὰ «Νέα Παράδοξα». ΚΕΝΤΡΙΚΟΝ. «Μαρία». ΠΑΝΟΡΑΜΑ. Οἱ «Νέες Ἐπαγγελίες». ΑΛΚΑΖΑΡ. «Ἀδόλφ». ΛΑΜΠΡΑ 1921 — ΔΟΞΑ. ΜΟΥΝΣΙΑ. «Τῆς Μοσχούλας ἡ φορεσιὰ». ΑΘΗΝΑΙΩΝ. «Ἀλτσιμπαντσί». ΥΠΟΥΡΓΕΙΟΝ ΣΤΡΑΤΙΩΤΙΚΩΝ ΕΠΙΜΕΛΗΤΕΙΑ ΣΤΡΑΤΟΥ ΓΡΑΦΕΙΟΝ IV Προκήρυξις Ἀμφότερα μειοδοτικὸς διαγωνισμὸς διενεργηθήσεται εἰς τὸ IV Γραφεῖον, διὰ τὴν προμήθειαν τῶν εἰδῶν ἀπαραιτήτων εἰς τὸν στρατόν. Διὰ τὴν προμήθειαν (650) ἑξακοσίων πεντήκοντα μεγάλων ὀδοντόβουρτσων καθαριότητος. Οἱ σχετικοὶ ὅροι εὑρίσκονται κατατεθειμένοι εἰς τὸ ἄνω IV Γραφεῖον. Ἐν Ἀθήναις τῇ 11η Αὐγούστου 1921. Ὁ ἔπαρχος Ν. ΘΕΟΤΟΚΗΣ ΓΙΑ ΝΑ ΞΕΡΕΤΕ! ΣΙΔΕΡΟΝΟΝΤΑΙ ΤΕΛΕΙΑ ΚΟΛΛΑΡΑ ΥΠΟΚΑΜΙΣΑ ΜΑΝΙΚΕΤΙΑ ΕΠΙΣΤΗΘΙΑ ΕΝΔΥΜΑΣΙΑΙ ΜΑΛΛΙΝΑΙ ΛΙΝΑΙ ΣΑΤΚΡΟΥ ΚΑΘΑΡΙΖΟΝΤΑΙ ΤΑΧΥΤΑΤΑ ΑΡΙΣΤΗΝ ΕΡΓΑΣΙΑΝ ΚΑΙ ΤΑΧΥΤΗΤΑ ΚΑΙ ΤΕΛΕΙΑ ΠΛΥΝΤΗΡΙΟΝ ΔΟΚΙΜΑΣΑΤΕ «ΜΕΛΙΣΣΑ» ΑΝΑΣΤΑΣΙΟΥ Δ. ΠΑΠΑΝΑΣΤΑΣΙΟΥ ΣΑΧ ΚΛΙΝΙΚΗ ΟΦΘΑΛΜΟΛΟΓΙΚΗ ΜΙΧ. Π. ΓΕΩΡΓΑΡΙΟΥ Θεραπεύονται τὰ τραχώματα καὶ αἱ λοιπαὶ παθήσεις τῶν ὀφθαλμῶν. Ὥραι ἐπισκέψεων 10—12 π. μ. Η ΝΕΑ ΤΡΟΠΗ ΤΗΣ ΝΑΥΤΙΚΗΣ ΚΡΙΣΕΩΣ Η ΕΠΕΜΒΑΣΙΣ ΤΟΥ ΚΡΑΤΟΥΣ ΔΕΝ ΕΛΥΣΕ ΤΟ ΖΗΤΗΜΑ ΠΕΡΙΠΛΟΚΑΙ ΟΔΗΓΟΥΣΑΙ ΕΙΣ ΑΔΙΕΞΟΔΟΝ Ἡ ναυτικὴ κρίσις, ἡ ὁποία ἔγινεν, ἐπέφερε τὴν ἐπέμβασιν τοῦ Κράτους πρὸς ἐπίλυσιν τοῦ ζητήματος. Ὁ δὲ ὑπουργὸς τοῦ Ἐμπορίου ἐζήτησε τὴν συνεννόησιν τῶν ἐφοπλιστῶν καὶ τῶν ναυτεργατῶν. Αἱ προτάσεις τοῦ Κράτους δὲν ἐγένοντο δεκταὶ καὶ τὸ ζήτημα παρέμεινεν ἀνεπίλυτον. ΑΔΕΛΦΟΤΗΣ ΕΡΓΑΤΩΝ ΕΠΙΠΛΟΠΟΙΩΝ ΑΘΗΝΩΝ Πρόσκλησις Καλοῦνται τὰ μέλη εἰς γενικὴν συνέλευσιν τὴν προσεχῆ Τετάρτην ἐν τοῖς γραφείοις τοῦ Κέντρου. Θέματα: 1) Ἔκθεσις ἐπὶ τοῦ ἀγῶνος. 2) Λογοδοσία. 3) Ἐκλογὴ ἀντιπροσώπων. Ἀθῆναι τῇ 14 Αὐγούστου 1921. ΣΑΠΩΝΑΣ καὶ ὅ,τι τὸ ἄριστον εἰς εἴδη παντοπωλείου μόνον εἰς τὸ ΠΑΝΤΟΠΩΛΕΙΟΝ ΣΤΥΛ. Ν. ΤΣΕΚΟΥΡΑ ΧΑΡΤΗΣ ΚΑΙ ΣΤΙΧΩΝ Πάσης ποιότητος — Τιμαὶ συγκαταβατικαὶ Α. ΔΕΝΑΞΑΣ & ΣΙΑ Ὁδὸς Ὁμήρου 3Α Γίνεται σήμερον γνωστὸν ὅτι ἡ ἐπέμβασις τοῦ Κράτους δὲν ἔλυσε τὸ ζήτημα. Οἱ ναυτεργάται ἐπιμένουν εἰς τὰς ἀπαιτήσεις των καὶ δηλώνουν ὅτι δὲν θὰ ὑποχωρήσουν. ΑΙ ΕΡΓΑΣΙΑΙ ΤΗΣ ΕΠΙΤΡΟΠΗΣ Τὴν πρωΐαν χθὲς συνῆλθεν ἡ ἐπιτροπὴ εἰς τὸ ὑπουργεῖον. Ἡ συζήτησις παρετάθη μέχρι τῆς μεσημβρίας χωρὶς ἀποτέλεσμα. Η ΚΥΒΕΡΝΗΣΙΣ ΚΑΙ ΟΙ ΠΡΟΣΦΥΓΕΣ ΤΟΥ ΚΑΥΚΑΣΟΥ Τὸ ζήτημα τῶν προσφύγων τοῦ Καυκάσου ἀπασχολεῖ τὴν κυβέρνησιν. Ὁ κ. ὑπουργὸς τῆς Περιθάλψεως θὰ λάβῃ τὰ ἀναγκαῖα μέτρα. ΚΑΛΗ ΑΡΧΗ Πληροφορούμεθα ὅτι τὸ νέον σωματεῖον τῶν ἐργατῶν ἐκλέγει τὸ πρῶτον συμβούλιον. <box>285 59 1080 1549</box>
gov-sub: ΚΑΙ ΟΙ ΠΡΟΣΦΥΓΕΣ ΤΟΥ ΚΑΥΚΑΣΟΥ <box>937 1198 1076 1221</box>
party-sub: ΚΑΤΑ ΤΗΣ ΛΕΥΚΗΣ ΤΡΟΜΟΚΡΑΤΙΑΣ ΕΙΣ ΤΑ ΒΑΛΚΑΝΙΑ <box>1120 169 1500 184</box>
brother-kind: Πρόσκλησις <box>705 1053 768 1065</box>
army1-sub: ΕΠΙΜΕΛΗΤΕΙΑ ΣΤΡΑΤΟΥ <box>107 414 238 426</box>
russia-head: ΕΙΣ ΒΟΗΘΕΙΑΝ ΤΗΣ ΡΩΣΣΙΑΣ <box>1318 918 1522 933</box>
gov-title: Η ΚΥΒΕΡΝΗΣΙΣ <box>939 1180 1074 1199</box>
army2-title: ΥΠΟΥΡΓΕΙΟΝ ΣΤΡΑΤΙΩΤΙΚΩΝ <box>301 966 524 982</box>
usa-source: (Ἐκ τοῦ Ἔθνος Κήρυκος) <box>142 1212 270 1224</box>
subs-item: ΕΞΑΜΗΝΟΣ <box>75 137 140 149</box>
usa-sub: ΕΦΑΡΜΟΖΟΜΕΝΗ Η ΘΑΝΑΤΟΥΡΓΟΥΣΑ <box>113 846 232 870</box>
dateline: ΡΩΜΗ, 16 (Α. Π.). <box>1095 908 1218 923</box>
